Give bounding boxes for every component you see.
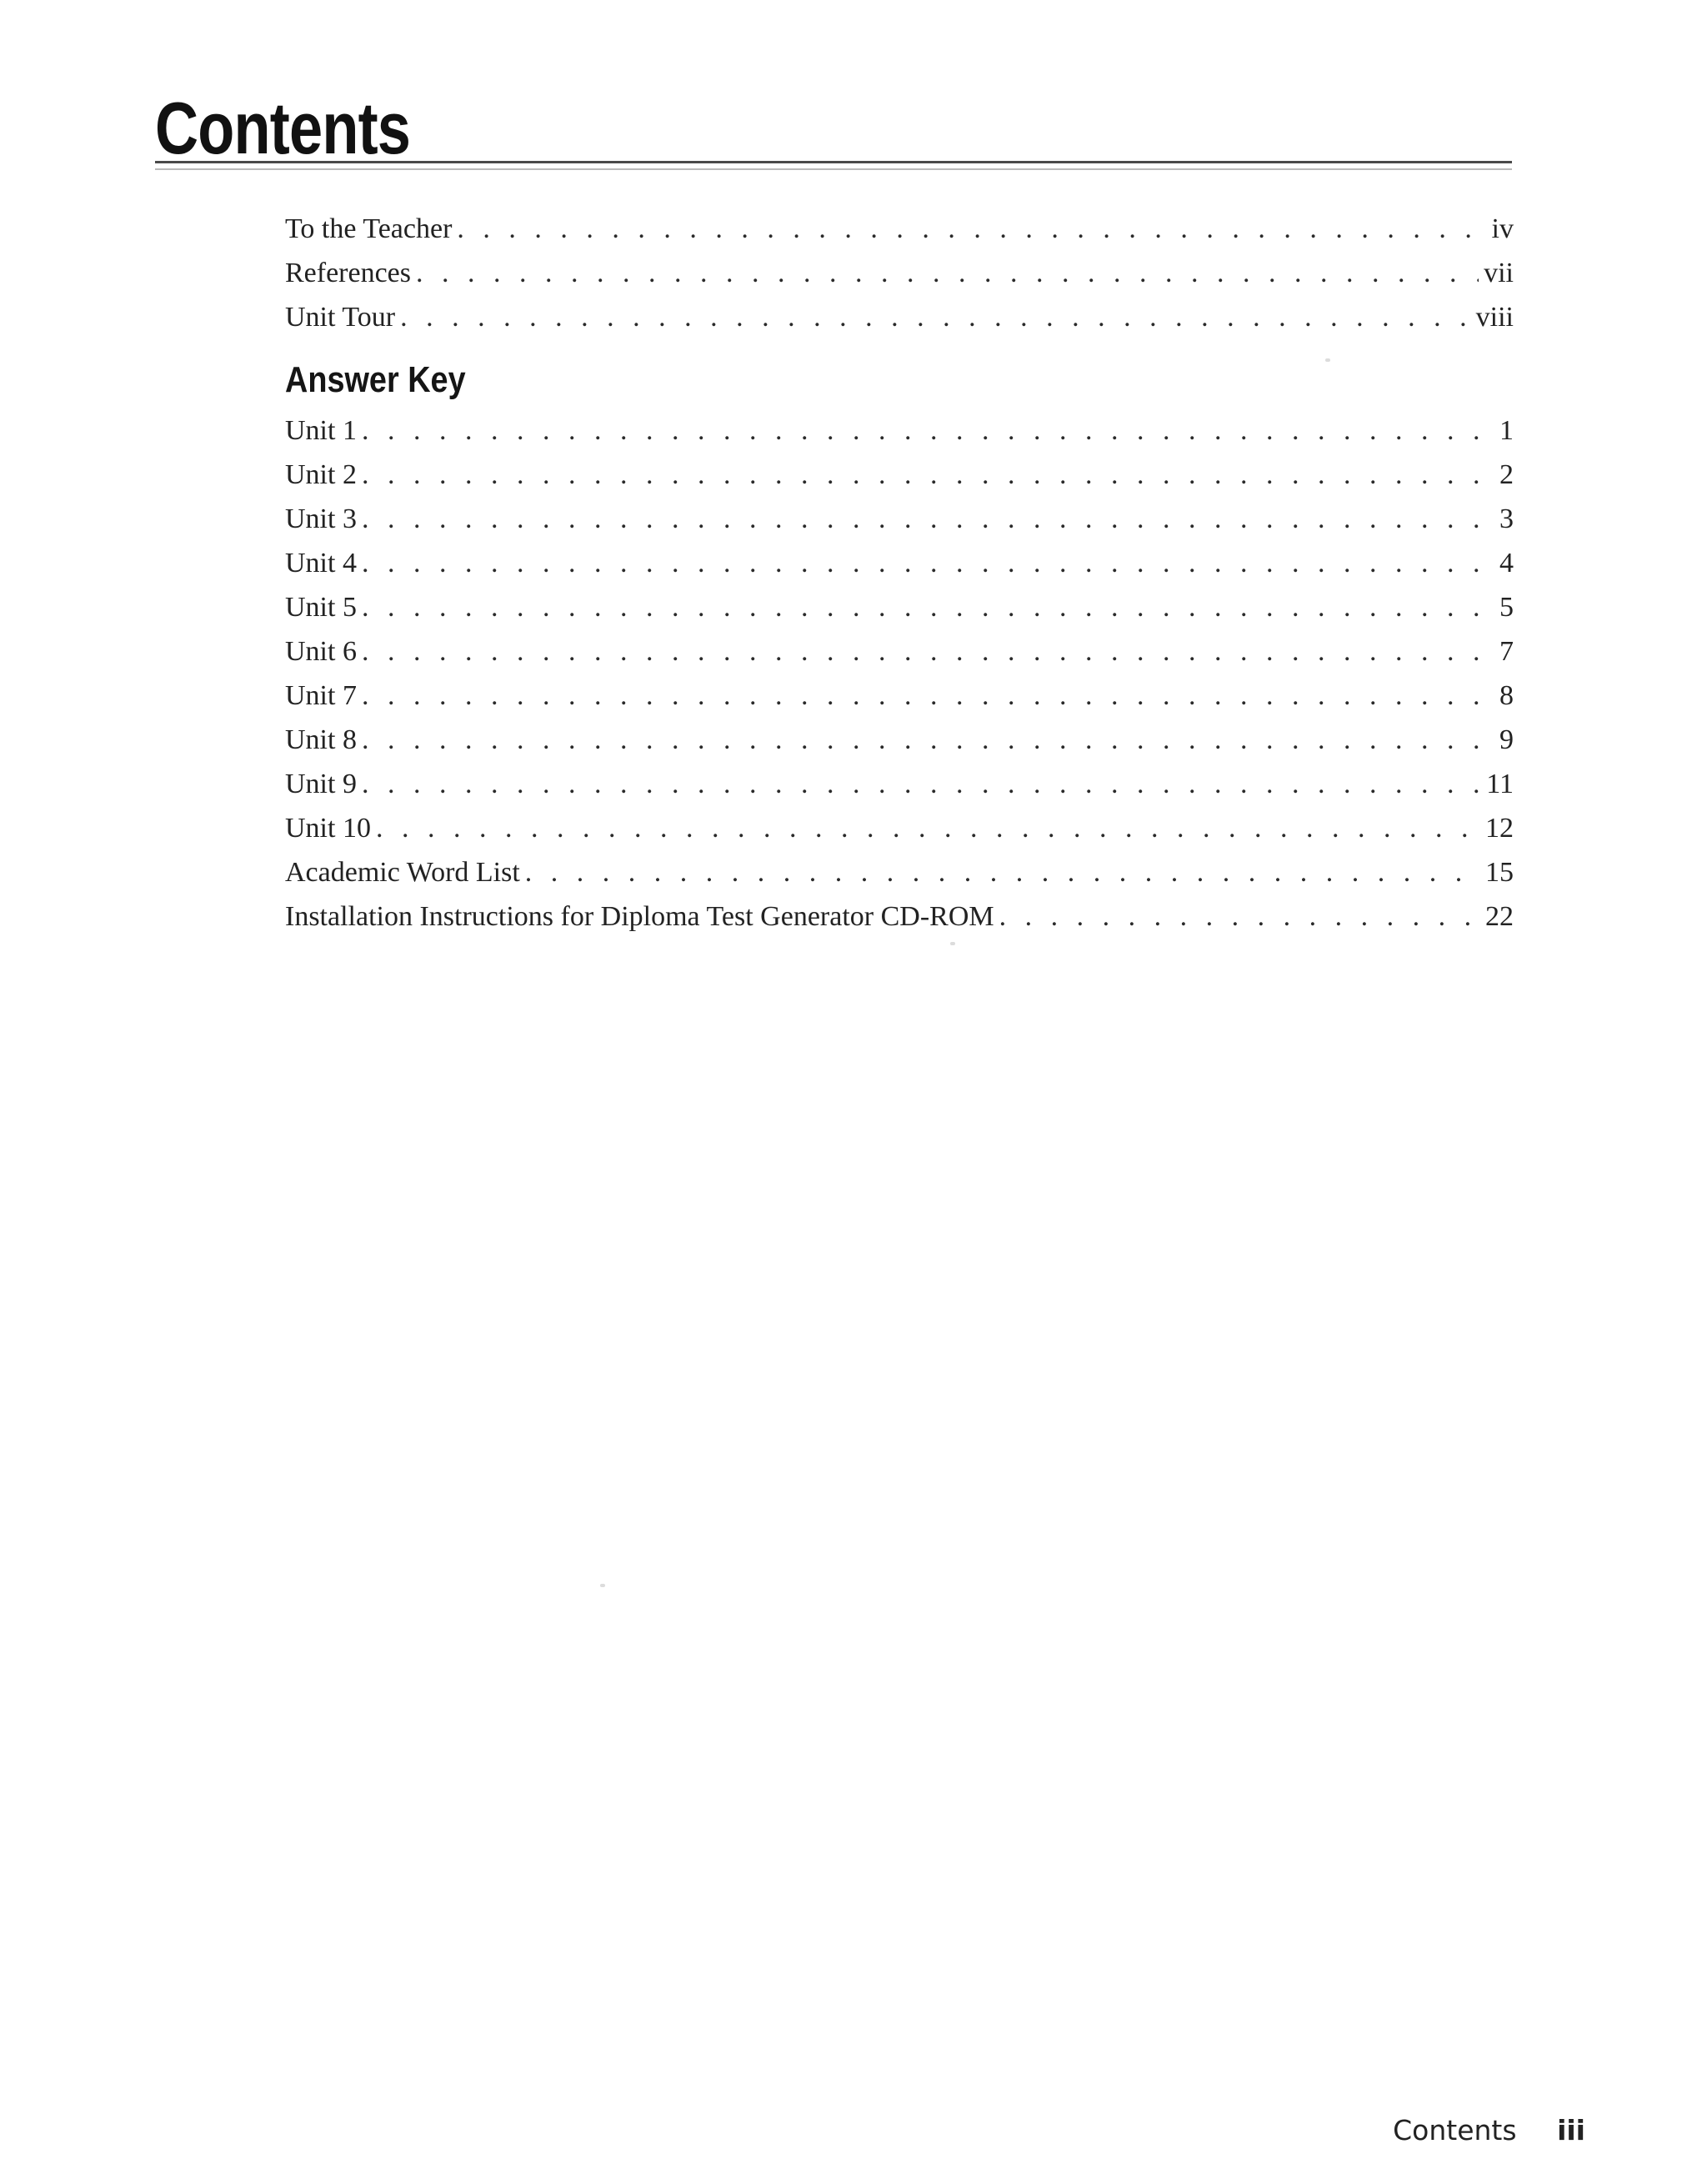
toc-entry-label: References xyxy=(285,258,412,288)
toc-entry-label: Unit 6 xyxy=(285,636,357,667)
toc-entry-label: Unit 7 xyxy=(285,680,357,711)
dot-leader xyxy=(362,541,1494,585)
answer-key-heading: Answer Key xyxy=(285,359,466,400)
dot-leader xyxy=(362,585,1494,629)
dot-leader xyxy=(362,408,1494,453)
footer-section-label: Contents xyxy=(1393,2114,1517,2146)
toc-entry-label: Academic Word List xyxy=(285,857,520,888)
dot-leader xyxy=(525,850,1480,894)
answer-key-list xyxy=(285,408,1514,939)
scan-speck xyxy=(950,942,955,945)
dot-leader xyxy=(416,251,1479,295)
toc-entry-label: Unit 2 xyxy=(285,459,357,490)
dot-leader xyxy=(400,295,1471,339)
toc-entry[interactable] xyxy=(285,629,1514,674)
toc-entry-page: 3 xyxy=(1499,503,1514,534)
toc-entry-page: iv xyxy=(1491,213,1514,244)
toc-entry-label: Unit 4 xyxy=(285,548,357,579)
dot-leader xyxy=(362,629,1494,674)
toc-entry[interactable] xyxy=(285,251,1514,295)
toc-entry-label: Unit 5 xyxy=(285,592,357,623)
toc-entry-label: Unit Tour xyxy=(285,302,396,333)
footer-page-number: iii xyxy=(1557,2114,1585,2146)
toc-entry[interactable] xyxy=(285,207,1514,251)
toc-entry-label: Unit 8 xyxy=(285,724,357,755)
toc-entry[interactable] xyxy=(285,541,1514,585)
toc-entry-label: Unit 10 xyxy=(285,813,371,844)
toc-entry-page: 1 xyxy=(1499,415,1514,446)
dot-leader xyxy=(362,497,1494,541)
toc-entry-page: 4 xyxy=(1499,548,1514,579)
scan-speck xyxy=(1325,358,1330,362)
toc-entry-page: 12 xyxy=(1485,813,1514,844)
toc-entry[interactable] xyxy=(285,408,1514,453)
toc-entry-page: 22 xyxy=(1485,901,1514,932)
toc-entry[interactable] xyxy=(285,718,1514,762)
title-rule xyxy=(155,161,1512,170)
toc-entry-label: Unit 9 xyxy=(285,769,357,799)
toc-entry[interactable] xyxy=(285,806,1514,850)
toc-entry-page: 5 xyxy=(1499,592,1514,623)
dot-leader xyxy=(362,453,1494,497)
toc-entry[interactable] xyxy=(285,295,1514,339)
dot-leader xyxy=(362,718,1494,762)
page-title: Contents xyxy=(155,87,411,169)
toc-entry[interactable] xyxy=(285,674,1514,718)
toc-entry-page: 15 xyxy=(1485,857,1514,888)
toc-entry[interactable] xyxy=(285,762,1514,806)
toc-entry-page: 11 xyxy=(1486,769,1514,799)
toc-entry-page: vii xyxy=(1484,258,1514,288)
dot-leader xyxy=(376,806,1480,850)
toc-entry-page: 8 xyxy=(1499,680,1514,711)
scan-speck xyxy=(600,1584,605,1587)
toc-entry-page: viii xyxy=(1475,302,1514,333)
toc-entry[interactable] xyxy=(285,585,1514,629)
toc-entry-label: Unit 1 xyxy=(285,415,357,446)
toc-entry-page: 9 xyxy=(1499,724,1514,755)
toc-entry-label: Unit 3 xyxy=(285,503,357,534)
toc-entry[interactable] xyxy=(285,850,1514,894)
dot-leader xyxy=(999,894,1480,939)
dot-leader xyxy=(457,207,1486,251)
toc-entry-page: 2 xyxy=(1499,459,1514,490)
dot-leader xyxy=(362,674,1494,718)
toc-entry[interactable] xyxy=(285,453,1514,497)
toc-entry-page: 7 xyxy=(1499,636,1514,667)
page-footer xyxy=(1393,2112,1585,2149)
dot-leader xyxy=(362,762,1481,806)
toc-entry-label: Installation Instructions for Diploma Test Generator CD-ROM xyxy=(285,901,994,932)
toc-entry[interactable] xyxy=(285,497,1514,541)
toc-entry-label: To the Teacher xyxy=(285,213,453,244)
toc-entry[interactable] xyxy=(285,894,1514,939)
front-matter-list xyxy=(285,207,1514,339)
